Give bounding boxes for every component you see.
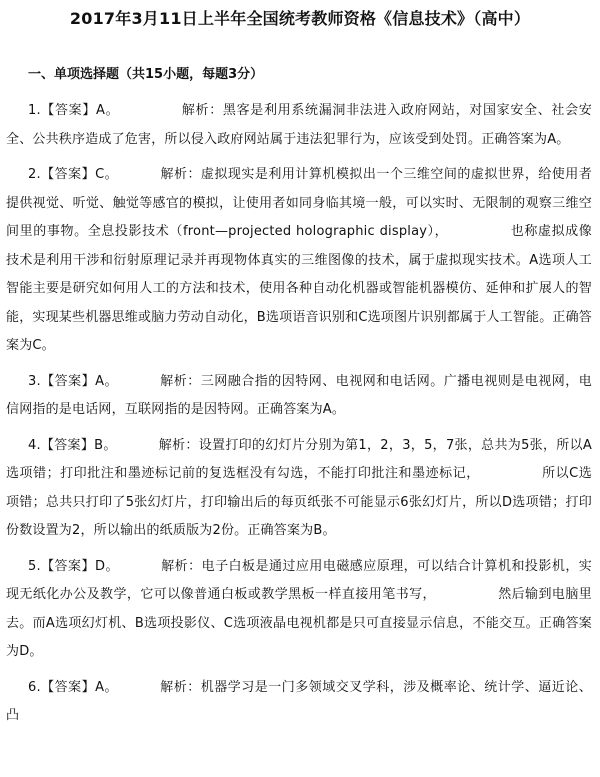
answer-analysis: 解析：电子白板是通过应用电磁感应原理，可以结合计算机和投影机，实现无纸化办公及教学，它可以像普通白板或教学黑板一样直接用笔书写， <box>6 558 593 602</box>
answer-item-5 <box>6 553 592 667</box>
answer-label: 1.【答案】A。 <box>28 103 120 118</box>
answer-item-4 <box>6 432 592 546</box>
answer-label: 3.【答案】A。 <box>28 373 118 389</box>
answer-analysis-continued: 也称虚拟成像技术是利用干涉和衍射原理记录并再现物体真实的三维图像的技术，属于虚拟现实技术。A选项人工智能主要是研究如何用人工的方法和技术，使用各种自动化机器或智能机器模仿、延伸和扩展人的智能，实现某些机器思维或脑力劳动自动化，B选项语音识别和C选项图片识别都属于人工智能。正确答案为C。 <box>6 224 592 353</box>
answer-analysis: 解析：设置打印的幻灯片分别为第1，2，3，5，7张，总共为5张，所以A选项错；打印批注和墨迹标记前的复选框没有勾选，不能打印批注和墨迹标记， <box>6 437 592 481</box>
answer-analysis: 解析：三网融合指的因特网、电视网和电话网。广播电视则是电视网，电信网指的是电话网，互联网指的是因特网。正确答案为A。 <box>6 373 592 417</box>
answer-item-1 <box>6 97 592 154</box>
answer-item-6 <box>6 674 592 731</box>
answer-analysis: 解析：机器学习是一门多领域交叉学科，涉及概率论、统计学、逼近论、凸 <box>6 679 592 723</box>
section-heading: 一、单项选择题（共15小题，每题3分） <box>28 67 264 82</box>
answer-item-3 <box>6 368 592 425</box>
answer-analysis: 解析：虚拟现实是利用计算机模拟出一个三维空间的虚拟世界，给使用者提供视觉、听觉、触觉等感官的模拟，让使用者如同身临其境一般，可以实时、无限制的观察三维空间里的事物。全息投影技术（front—projected holographic display）， <box>6 167 592 239</box>
answer-analysis: 解析：黑客是利用系统漏洞非法进入政府网站，对国家安全、社会安全、公共秩序造成了危害，所以侵入政府网站属于违法犯罪行为，应该受到处罚。正确答案为A。 <box>6 103 592 147</box>
answer-item-2 <box>6 161 592 361</box>
answer-label: 4.【答案】B。 <box>28 437 117 453</box>
answer-list <box>6 97 592 738</box>
answer-analysis-continued: 所以C选项错；总共只打印了5张幻灯片，打印输出后的每页纸张不可能显示6张幻灯片，所以D选项错；打印份数设置为2，所以输出的纸质版为2份。正确答案为B。 <box>6 466 592 538</box>
answer-analysis-continued: 然后输到电脑里去。而A选项幻灯机、B选项投影仪、C选项液晶电视机都是只可直接显示信息，不能交互。正确答案为D。 <box>6 587 593 659</box>
page-title: 2017年3月11日上半年全国统考教师资格《信息技术》（高中） <box>69 9 531 28</box>
answer-label: 6.【答案】A。 <box>28 679 118 695</box>
answer-label: 2.【答案】C。 <box>28 167 119 182</box>
answer-label: 5.【答案】D。 <box>28 558 119 574</box>
